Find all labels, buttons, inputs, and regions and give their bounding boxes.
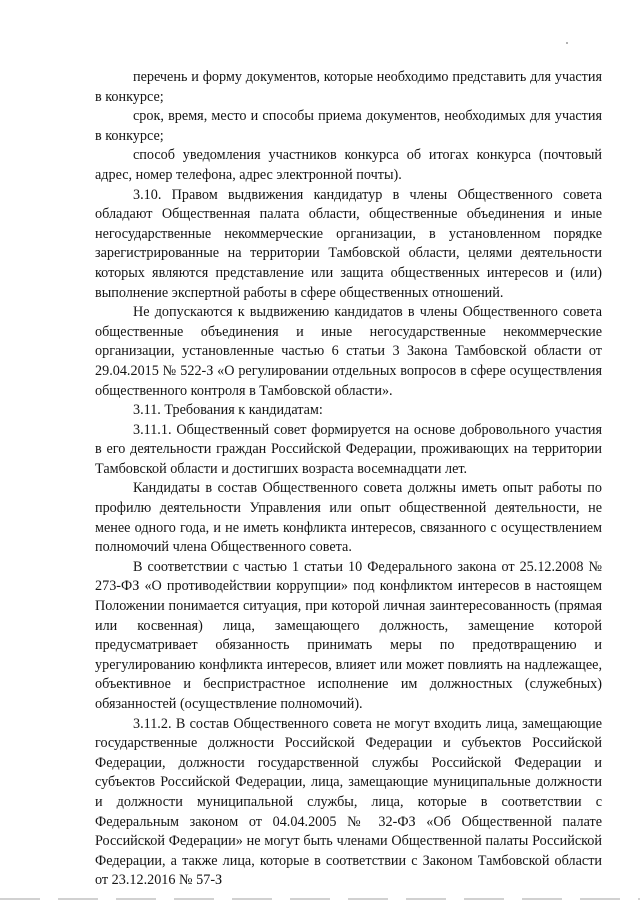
- scan-bottom-edge: [0, 898, 640, 900]
- paragraph: Кандидаты в состав Общественного совета должны иметь опыт работы по профилю деятельности Управления или опыт общественной деятельности, не менее одного года, и не иметь конфликта интересов, связанного с осуществлением полномочий члена Общественного совета.: [95, 480, 602, 556]
- paragraph: Не допускаются к выдвижению кандидатов в члены Общественного совета общественные объединения и иные негосударственные некоммерческие организации, установленные частью 6 статьи 3 Закона Тамбовской области от 29.04.2015 № 522-З «О регулировании отдельных вопросов в сфере осуществления общественного контроля в Тамбовской области».: [95, 304, 602, 399]
- paragraph: способ уведомления участников конкурса об итогах конкурса (почтовый адрес, номер телефона, адрес электронной почты).: [95, 147, 602, 183]
- scan-speck: [566, 42, 568, 44]
- paragraph: В соответствии с частью 1 статьи 10 Федерального закона от 25.12.2008 № 273-ФЗ «О противодействии коррупции» под конфликтом интересов в настоящем Положении понимается ситуация, при которой личная заинтересованность (прямая или косвенная) лица, замещающего должность, замещение которой предусматривает обязанность принимать меры по предотвращению и урегулированию конфликта интересов, влияет или может повлиять на надлежащее, объективное и беспристрастное исполнение им должностных (служебных) обязанностей (осуществление полномочий).: [95, 558, 602, 712]
- paragraph: 3.11. Требования к кандидатам:: [133, 402, 323, 419]
- paragraph: 3.11.1. Общественный совет формируется на основе добровольного участия в его деятельности граждан Российской Федерации, проживающих на территории Тамбовской области и достигших возраста восемнадцати лет.: [95, 421, 602, 477]
- paragraph: 3.10. Правом выдвижения кандидатур в члены Общественного совета обладают Общественная палата области, общественные объединения и иные негосударственные некоммерческие организации, в установленном порядке зарегистрированные на территории Тамбовской области, целями деятельности которых являются представление или защита общественных интересов и (или) выполнение экспертной работы в сфере общественных отношений.: [95, 186, 602, 301]
- paragraph: 3.11.2. В состав Общественного совета не могут входить лица, замещающие государственные должности Российской Федерации и субъектов Российской Федерации, должности государственной службы Российской Федерации и субъектов Российской Федерации, лица, замещающие муниципальные должности и должности муниципальной службы, лица, которые в соответствии с Федеральным законом от 04.04.2005 № 32-ФЗ «Об Общественной палате Российской Федерации» не могут быть членами Общественной палаты Российской Федерации, а также лица, которые в соответствии с Законом Тамбовской области от 23.12.2016 № 57-З: [95, 715, 602, 889]
- paragraph: перечень и форму документов, которые необходимо представить для участия в конкурсе;: [95, 69, 602, 105]
- paragraph: срок, время, место и способы приема документов, необходимых для участия в конкурсе;: [95, 108, 602, 144]
- document-body: [95, 68, 602, 891]
